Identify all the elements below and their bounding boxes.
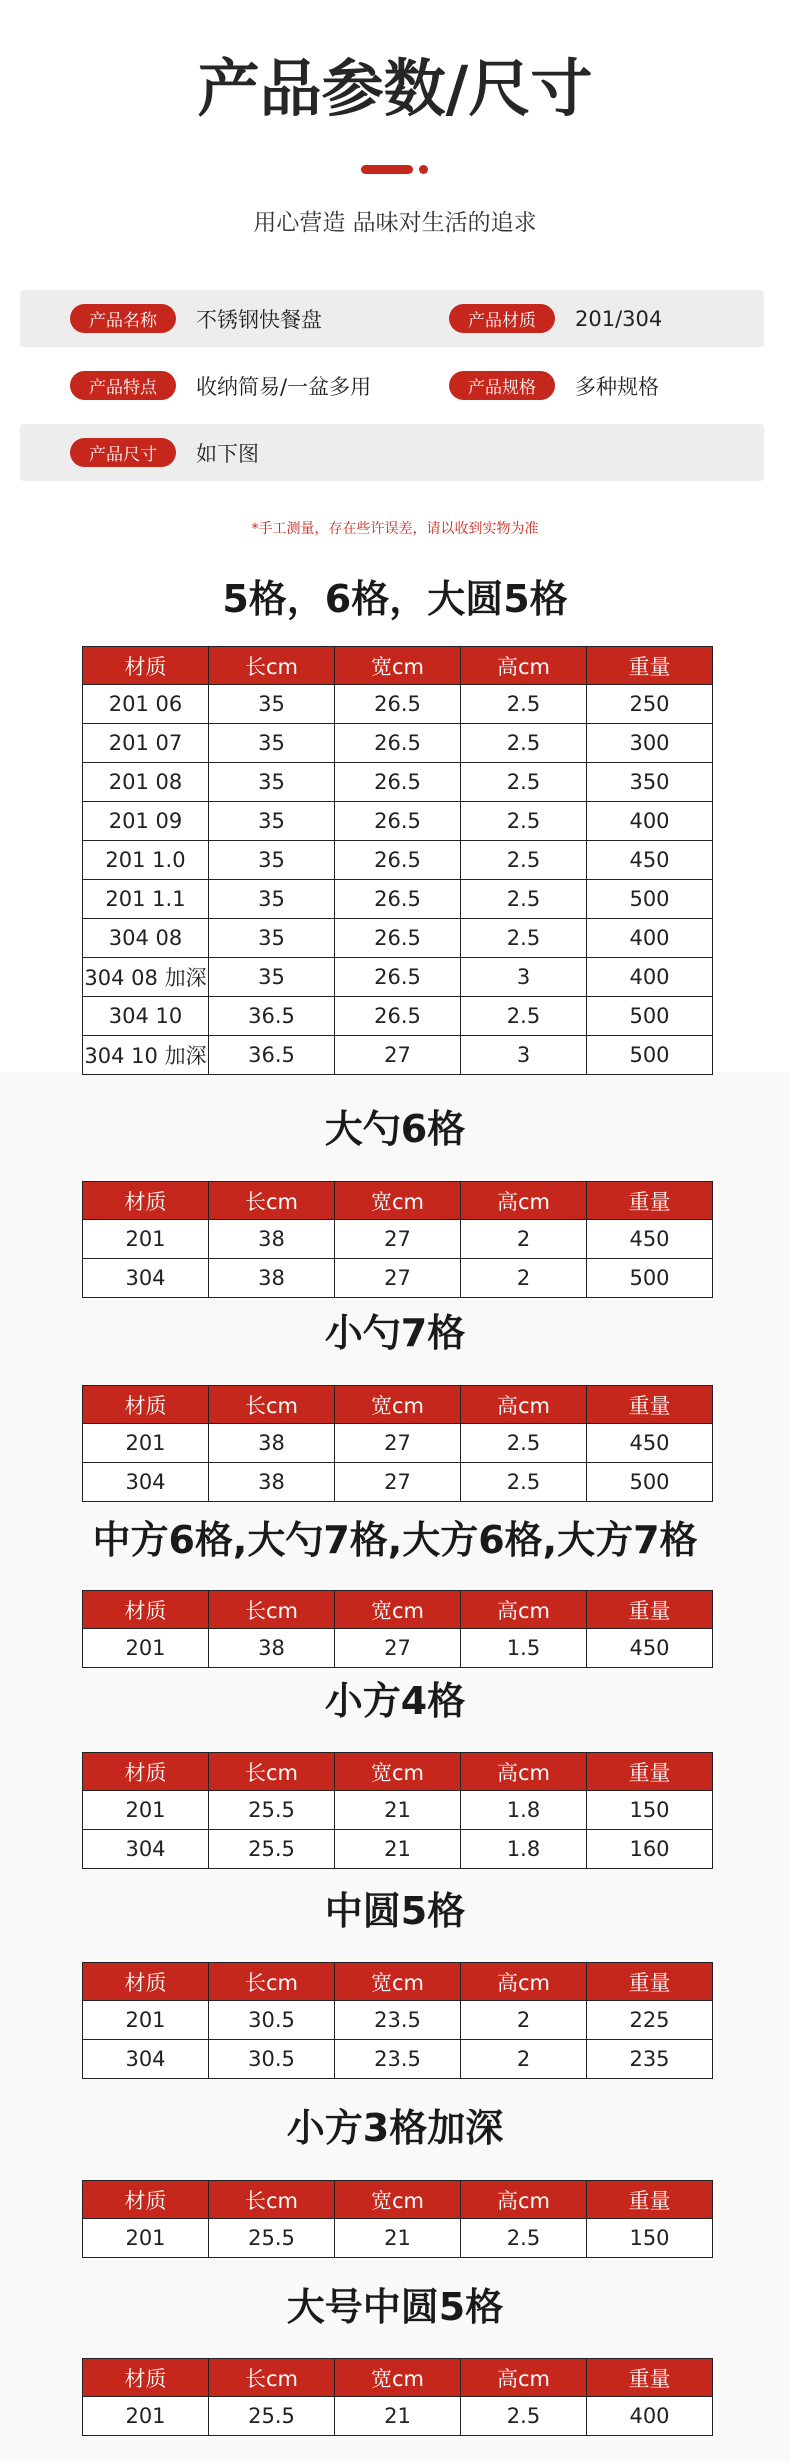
table-cell: 1.8 bbox=[461, 1830, 587, 1869]
spec-row bbox=[20, 357, 764, 414]
column-header: 高cm bbox=[461, 2359, 587, 2397]
table-cell: 2.5 bbox=[461, 841, 587, 880]
spec-item bbox=[70, 290, 322, 347]
table-cell: 2.5 bbox=[461, 919, 587, 958]
table-cell: 38 bbox=[209, 1629, 335, 1668]
table-cell: 23.5 bbox=[335, 2040, 461, 2079]
table-cell: 400 bbox=[587, 802, 713, 841]
size-table bbox=[82, 1752, 713, 1869]
column-header: 重量 bbox=[587, 647, 713, 685]
table-cell: 304 bbox=[83, 1463, 209, 1502]
column-header: 材质 bbox=[83, 2181, 209, 2219]
column-header: 宽cm bbox=[335, 647, 461, 685]
table-cell: 35 bbox=[209, 958, 335, 997]
table-cell: 26.5 bbox=[335, 724, 461, 763]
table-cell: 304 10 加深 bbox=[83, 1036, 209, 1075]
table-cell: 160 bbox=[587, 1830, 713, 1869]
table-row bbox=[83, 2040, 713, 2079]
page-title: 产品参数/尺寸 bbox=[197, 52, 593, 125]
section-title: 大号中圆5格 bbox=[286, 2285, 504, 2329]
table-cell: 2 bbox=[461, 2040, 587, 2079]
size-table bbox=[82, 1385, 713, 1502]
table-row bbox=[83, 1424, 713, 1463]
table-cell: 201 bbox=[83, 1424, 209, 1463]
table-cell: 25.5 bbox=[209, 1830, 335, 1869]
table-cell: 30.5 bbox=[209, 2040, 335, 2079]
table-cell: 26.5 bbox=[335, 763, 461, 802]
table-cell: 35 bbox=[209, 802, 335, 841]
table-cell: 500 bbox=[587, 1036, 713, 1075]
table-cell: 150 bbox=[587, 2219, 713, 2258]
table-cell: 304 bbox=[83, 2040, 209, 2079]
spec-label: 产品尺寸 bbox=[70, 438, 176, 467]
column-header: 长cm bbox=[209, 1182, 335, 1220]
column-header: 材质 bbox=[83, 647, 209, 685]
spec-item bbox=[449, 290, 662, 347]
column-header: 高cm bbox=[461, 1591, 587, 1629]
table-cell: 25.5 bbox=[209, 2397, 335, 2436]
table-cell: 201 bbox=[83, 1629, 209, 1668]
table-cell: 304 bbox=[83, 1259, 209, 1298]
table-cell: 2.5 bbox=[461, 997, 587, 1036]
column-header: 宽cm bbox=[335, 2181, 461, 2219]
spec-value: 收纳简易/一盆多用 bbox=[196, 374, 372, 399]
section-title: 小方3格加深 bbox=[286, 2106, 504, 2150]
spec-label: 产品规格 bbox=[449, 371, 555, 400]
table-cell: 26.5 bbox=[335, 802, 461, 841]
table-row bbox=[83, 2219, 713, 2258]
table-cell: 201 bbox=[83, 1220, 209, 1259]
table-cell: 500 bbox=[587, 997, 713, 1036]
table-cell: 36.5 bbox=[209, 997, 335, 1036]
column-header: 长cm bbox=[209, 1753, 335, 1791]
spec-item bbox=[70, 424, 259, 481]
table-cell: 450 bbox=[587, 1220, 713, 1259]
table-cell: 26.5 bbox=[335, 958, 461, 997]
table-row bbox=[83, 880, 713, 919]
section-title: 中圆5格 bbox=[324, 1889, 466, 1933]
table-cell: 38 bbox=[209, 1259, 335, 1298]
table-cell: 304 08 bbox=[83, 919, 209, 958]
table-cell: 21 bbox=[335, 2219, 461, 2258]
column-header: 材质 bbox=[83, 1182, 209, 1220]
column-header: 宽cm bbox=[335, 1182, 461, 1220]
table-row bbox=[83, 841, 713, 880]
table-cell: 201 09 bbox=[83, 802, 209, 841]
size-table bbox=[82, 2180, 713, 2258]
spec-item bbox=[449, 357, 659, 414]
column-header: 宽cm bbox=[335, 1753, 461, 1791]
table-cell: 2.5 bbox=[461, 1463, 587, 1502]
table-cell: 201 bbox=[83, 2397, 209, 2436]
spec-label: 产品特点 bbox=[70, 371, 176, 400]
measurement-note: *手工测量，存在些许误差，请以收到实物为准 bbox=[251, 521, 539, 537]
table-cell: 1.5 bbox=[461, 1629, 587, 1668]
table-cell: 500 bbox=[587, 880, 713, 919]
table-cell: 500 bbox=[587, 1259, 713, 1298]
table-cell: 38 bbox=[209, 1424, 335, 1463]
size-table bbox=[82, 2358, 713, 2436]
table-cell: 2.5 bbox=[461, 1424, 587, 1463]
table-cell: 2.5 bbox=[461, 724, 587, 763]
table-header-row bbox=[83, 1963, 713, 2001]
table-cell: 27 bbox=[335, 1220, 461, 1259]
column-header: 材质 bbox=[83, 1963, 209, 2001]
table-cell: 35 bbox=[209, 724, 335, 763]
table-cell: 235 bbox=[587, 2040, 713, 2079]
column-header: 材质 bbox=[83, 1386, 209, 1424]
table-cell: 400 bbox=[587, 919, 713, 958]
column-header: 重量 bbox=[587, 2181, 713, 2219]
column-header: 材质 bbox=[83, 1753, 209, 1791]
table-header-row bbox=[83, 647, 713, 685]
page-subtitle: 用心营造 品味对生活的追求 bbox=[253, 210, 537, 236]
column-header: 长cm bbox=[209, 2181, 335, 2219]
table-row bbox=[83, 1830, 713, 1869]
table-cell: 2 bbox=[461, 2001, 587, 2040]
spec-item bbox=[70, 357, 371, 414]
column-header: 材质 bbox=[83, 1591, 209, 1629]
table-row bbox=[83, 1629, 713, 1668]
column-header: 重量 bbox=[587, 2359, 713, 2397]
table-row bbox=[83, 958, 713, 997]
column-header: 高cm bbox=[461, 1386, 587, 1424]
section-title: 5格，6格，大圆5格 bbox=[222, 577, 568, 621]
table-cell: 201 1.0 bbox=[83, 841, 209, 880]
table-row bbox=[83, 802, 713, 841]
table-cell: 26.5 bbox=[335, 919, 461, 958]
table-cell: 21 bbox=[335, 1830, 461, 1869]
table-cell: 225 bbox=[587, 2001, 713, 2040]
spec-value: 多种规格 bbox=[575, 374, 659, 399]
table-row bbox=[83, 724, 713, 763]
table-cell: 35 bbox=[209, 841, 335, 880]
table-cell: 150 bbox=[587, 1791, 713, 1830]
table-cell: 201 07 bbox=[83, 724, 209, 763]
table-row bbox=[83, 1791, 713, 1830]
column-header: 宽cm bbox=[335, 1386, 461, 1424]
size-table bbox=[82, 1181, 713, 1298]
column-header: 重量 bbox=[587, 1182, 713, 1220]
spec-value: 201/304 bbox=[575, 306, 663, 331]
column-header: 宽cm bbox=[335, 1591, 461, 1629]
table-cell: 2.5 bbox=[461, 2219, 587, 2258]
table-header-row bbox=[83, 1182, 713, 1220]
table-cell: 450 bbox=[587, 1424, 713, 1463]
spec-row bbox=[20, 290, 764, 347]
table-cell: 304 bbox=[83, 1830, 209, 1869]
column-header: 重量 bbox=[587, 1753, 713, 1791]
table-cell: 27 bbox=[335, 1629, 461, 1668]
table-cell: 2.5 bbox=[461, 763, 587, 802]
table-cell: 201 bbox=[83, 2219, 209, 2258]
spec-row bbox=[20, 424, 764, 481]
table-cell: 21 bbox=[335, 1791, 461, 1830]
column-header: 重量 bbox=[587, 1591, 713, 1629]
table-cell: 3 bbox=[461, 1036, 587, 1075]
table-cell: 400 bbox=[587, 2397, 713, 2436]
table-header-row bbox=[83, 1753, 713, 1791]
table-row bbox=[83, 2397, 713, 2436]
column-header: 高cm bbox=[461, 2181, 587, 2219]
table-cell: 27 bbox=[335, 1424, 461, 1463]
table-row bbox=[83, 1259, 713, 1298]
table-cell: 23.5 bbox=[335, 2001, 461, 2040]
section-title: 中方6格,大勺7格,大方6格,大方7格 bbox=[92, 1518, 698, 1562]
column-header: 高cm bbox=[461, 1963, 587, 2001]
table-cell: 1.8 bbox=[461, 1791, 587, 1830]
table-header-row bbox=[83, 2359, 713, 2397]
column-header: 宽cm bbox=[335, 2359, 461, 2397]
decoration-bar bbox=[361, 165, 413, 174]
column-header: 长cm bbox=[209, 1963, 335, 2001]
table-cell: 27 bbox=[335, 1259, 461, 1298]
size-table bbox=[82, 1962, 713, 2079]
spec-label: 产品名称 bbox=[70, 304, 176, 333]
section-title: 小方4格 bbox=[324, 1679, 466, 1723]
decoration-dot bbox=[419, 165, 428, 174]
table-cell: 27 bbox=[335, 1463, 461, 1502]
table-cell: 201 1.1 bbox=[83, 880, 209, 919]
table-row bbox=[83, 2001, 713, 2040]
table-cell: 25.5 bbox=[209, 1791, 335, 1830]
column-header: 重量 bbox=[587, 1963, 713, 2001]
table-cell: 35 bbox=[209, 919, 335, 958]
table-cell: 36.5 bbox=[209, 1036, 335, 1075]
table-cell: 26.5 bbox=[335, 997, 461, 1036]
table-cell: 500 bbox=[587, 1463, 713, 1502]
table-row bbox=[83, 919, 713, 958]
table-cell: 2 bbox=[461, 1220, 587, 1259]
spec-value: 不锈钢快餐盘 bbox=[196, 307, 322, 332]
column-header: 重量 bbox=[587, 1386, 713, 1424]
table-cell: 350 bbox=[587, 763, 713, 802]
table-cell: 2.5 bbox=[461, 685, 587, 724]
table-cell: 2 bbox=[461, 1259, 587, 1298]
spec-value: 如下图 bbox=[196, 441, 259, 466]
table-cell: 201 bbox=[83, 1791, 209, 1830]
column-header: 长cm bbox=[209, 1591, 335, 1629]
table-cell: 26.5 bbox=[335, 880, 461, 919]
table-cell: 26.5 bbox=[335, 841, 461, 880]
table-row bbox=[83, 685, 713, 724]
table-cell: 304 10 bbox=[83, 997, 209, 1036]
table-cell: 21 bbox=[335, 2397, 461, 2436]
size-table bbox=[82, 1590, 713, 1668]
section-title: 小勺7格 bbox=[324, 1311, 466, 1355]
table-row bbox=[83, 763, 713, 802]
table-header-row bbox=[83, 1386, 713, 1424]
spec-label: 产品材质 bbox=[449, 304, 555, 333]
table-cell: 35 bbox=[209, 685, 335, 724]
table-cell: 450 bbox=[587, 1629, 713, 1668]
table-cell: 2.5 bbox=[461, 802, 587, 841]
table-cell: 27 bbox=[335, 1036, 461, 1075]
table-cell: 201 08 bbox=[83, 763, 209, 802]
column-header: 材质 bbox=[83, 2359, 209, 2397]
table-cell: 38 bbox=[209, 1220, 335, 1259]
table-row bbox=[83, 997, 713, 1036]
table-cell: 400 bbox=[587, 958, 713, 997]
section-title: 大勺6格 bbox=[324, 1107, 466, 1151]
table-cell: 304 08 加深 bbox=[83, 958, 209, 997]
table-cell: 2.5 bbox=[461, 880, 587, 919]
column-header: 高cm bbox=[461, 647, 587, 685]
table-header-row bbox=[83, 2181, 713, 2219]
column-header: 长cm bbox=[209, 1386, 335, 1424]
column-header: 高cm bbox=[461, 1182, 587, 1220]
table-row bbox=[83, 1036, 713, 1075]
table-cell: 201 06 bbox=[83, 685, 209, 724]
column-header: 高cm bbox=[461, 1753, 587, 1791]
table-cell: 201 bbox=[83, 2001, 209, 2040]
table-header-row bbox=[83, 1591, 713, 1629]
table-row bbox=[83, 1463, 713, 1502]
table-cell: 2.5 bbox=[461, 2397, 587, 2436]
table-cell: 450 bbox=[587, 841, 713, 880]
table-cell: 300 bbox=[587, 724, 713, 763]
table-cell: 30.5 bbox=[209, 2001, 335, 2040]
column-header: 长cm bbox=[209, 647, 335, 685]
table-cell: 38 bbox=[209, 1463, 335, 1502]
table-cell: 3 bbox=[461, 958, 587, 997]
column-header: 宽cm bbox=[335, 1963, 461, 2001]
table-cell: 35 bbox=[209, 763, 335, 802]
size-table bbox=[82, 646, 713, 1075]
table-row bbox=[83, 1220, 713, 1259]
column-header: 长cm bbox=[209, 2359, 335, 2397]
table-cell: 26.5 bbox=[335, 685, 461, 724]
table-cell: 35 bbox=[209, 880, 335, 919]
table-cell: 250 bbox=[587, 685, 713, 724]
table-cell: 25.5 bbox=[209, 2219, 335, 2258]
